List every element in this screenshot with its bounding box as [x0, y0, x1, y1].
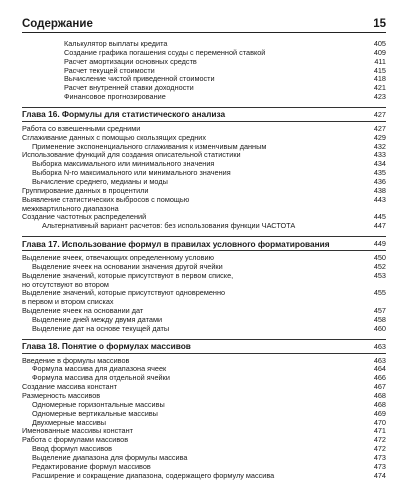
- toc-entry-title: Одномерные вертикальные массивы: [32, 408, 158, 418]
- toc-entry-title: Вычисление чистой приведенной стоимости: [64, 74, 215, 84]
- header-rule: [22, 32, 386, 33]
- toc-entry-page: 433: [373, 150, 386, 160]
- toc-entry-page: 405: [373, 39, 386, 48]
- toc-entry-title: Калькулятор выплаты кредита: [64, 39, 168, 48]
- toc-entry-page: 418: [373, 74, 386, 84]
- toc-entry-title: Расчет амортизации основных средств: [64, 56, 197, 66]
- toc-entry-title: Выделение значений, которые присутствуют одновременно в первом и втором списках: [22, 288, 226, 307]
- toc-entry-page: 466: [373, 373, 386, 383]
- toc-entry[interactable]: [22, 196, 386, 214]
- toc-entry-title: Выборка максимального или минимального значения: [32, 159, 215, 169]
- toc-entry-title: Альтернативный вариант расчетов: без использования функции ЧАСТОТА: [42, 221, 296, 231]
- table-of-contents: [22, 40, 386, 480]
- toc-entry-title: Работа с формулами массивов: [22, 435, 129, 445]
- chapter-heading[interactable]: [22, 107, 386, 122]
- toc-entry-title: Группирование данных в процентили: [22, 185, 149, 195]
- chapter-title: Глава 17. Использование формул в правилах условного форматирования: [22, 238, 330, 249]
- toc-entry-page: 432: [373, 141, 386, 151]
- chapter-page: 427: [373, 109, 386, 119]
- toc-entry-title: Выделение ячеек, отвечающих определенному условию: [22, 253, 215, 263]
- toc-entry[interactable]: [22, 93, 386, 102]
- toc-entry-page: 460: [373, 323, 386, 333]
- toc-entry-title: Выборка N-го максимального или минимального значения: [32, 168, 231, 178]
- toc-entry-title: Вычисление среднего, медианы и моды: [32, 176, 168, 186]
- toc-entry-page: 473: [373, 461, 386, 471]
- toc-entry-page: 438: [373, 185, 386, 195]
- toc-entry-page: 469: [373, 408, 386, 418]
- chapter-title: Глава 18. Понятие о формулах массивов: [22, 341, 191, 352]
- toc-entry-page: 467: [373, 382, 386, 392]
- chapter-heading[interactable]: [22, 236, 386, 251]
- toc-entry-page: 472: [373, 444, 386, 454]
- toc-entry-title: Размерность массивов: [22, 391, 101, 400]
- toc-entry-page: 455: [373, 288, 386, 298]
- toc-entry-title: Расширение и сокращение диапазона, содержащего формулу массива: [32, 470, 275, 480]
- toc-entry-title: Выделение ячеек на основании дат: [22, 306, 144, 316]
- toc-entry-page: 409: [373, 47, 386, 57]
- toc-entry-page: 453: [373, 270, 386, 280]
- toc-entry-title: Выделение диапазона для формулы массива: [32, 452, 188, 462]
- toc-entry-page: 472: [373, 435, 386, 445]
- toc-entry-page: 436: [373, 176, 386, 186]
- toc-entry-title: Создание частотных распределений: [22, 212, 147, 222]
- toc-entry-page: 463: [373, 355, 386, 365]
- toc-entry-page: 423: [373, 92, 386, 102]
- toc-entry-title: Выделение дат на основе текущей даты: [32, 323, 170, 333]
- toc-entry-page: 473: [373, 452, 386, 462]
- toc-entry-title: Применение экспоненциального сглаживания к изменчивым данным: [32, 141, 267, 151]
- toc-entry-title: Выделение ячеек на основании значения другой ячейки: [32, 261, 223, 271]
- chapter-title: Глава 16. Формулы для статистического анализа: [22, 109, 226, 120]
- toc-entry-page: 445: [373, 212, 386, 222]
- toc-entry-title: Редактирование формул массивов: [32, 461, 151, 471]
- toc-entry-page: 468: [373, 391, 386, 400]
- toc-entry-title: Формула массива для отдельной ячейки: [32, 373, 170, 383]
- toc-entry-page: 429: [373, 132, 386, 142]
- toc-entry-page: 464: [373, 364, 386, 374]
- toc-entry-page: 471: [373, 426, 386, 436]
- toc-entry-page: 435: [373, 168, 386, 178]
- toc-entry-title: Создание массива констант: [22, 382, 117, 392]
- toc-entry-page: 443: [373, 194, 386, 204]
- toc-entry[interactable]: [22, 325, 386, 334]
- toc-entry-title: Использование функций для создания описательной статистики: [22, 150, 241, 160]
- toc-entry-page: 421: [373, 83, 386, 93]
- toc-entry-title: Выделение значений, которые присутствуют в первом списке, но отсутствуют во втором: [22, 270, 234, 289]
- toc-entry-title: Финансовое прогнозирование: [64, 92, 166, 102]
- toc-entry[interactable]: [22, 272, 386, 290]
- toc-entry-title: Формула массива для диапазона ячеек: [32, 364, 167, 374]
- toc-entry-title: Работа со взвешенными средними: [22, 123, 141, 133]
- toc-entry-page: 468: [373, 399, 386, 409]
- toc-entry-title: Расчет текущей стоимости: [64, 65, 155, 75]
- toc-entry-page: 434: [373, 159, 386, 169]
- running-title: Содержание: [22, 18, 93, 30]
- page-header: [22, 16, 386, 30]
- toc-entry-title: Введение в формулы массивов: [22, 355, 130, 365]
- toc-entry-title: Выделение дней между двумя датами: [32, 314, 163, 324]
- toc-entry-title: Выявление статистических выбросов с помощью межквартильного диапазона: [22, 194, 190, 213]
- toc-entry-title: Расчет внутренней ставки доходности: [64, 83, 194, 93]
- toc-entry-title: Двухмерные массивы: [32, 417, 107, 427]
- toc-entry[interactable]: [22, 472, 386, 481]
- toc-entry-page: 452: [373, 261, 386, 271]
- toc-entry-page: 411: [374, 56, 386, 66]
- toc-entry-page: 447: [373, 221, 386, 231]
- toc-entry-page: 458: [373, 314, 386, 324]
- page-number: 15: [373, 18, 386, 30]
- chapter-page: 449: [373, 239, 386, 249]
- toc-entry-page: 415: [373, 65, 386, 75]
- toc-entry-title: Именованные массивы констант: [22, 426, 133, 436]
- toc-entry[interactable]: [22, 222, 386, 231]
- toc-entry-page: 474: [373, 470, 386, 480]
- toc-entry-title: Ввод формул массивов: [32, 444, 113, 454]
- chapter-heading[interactable]: [22, 339, 386, 354]
- toc-entry[interactable]: [22, 289, 386, 307]
- toc-entry-title: Создание графика погашения ссуды с переменной ставкой: [64, 47, 266, 57]
- toc-entry-page: 450: [373, 253, 386, 263]
- toc-entry-page: 470: [373, 417, 386, 427]
- chapter-page: 463: [373, 341, 386, 351]
- toc-entry-page: 427: [373, 123, 386, 133]
- toc-entry-page: 457: [373, 306, 386, 316]
- toc-entry-title: Одномерные горизонтальные массивы: [32, 399, 165, 409]
- toc-entry-title: Сглаживание данных с помощью скользящих средних: [22, 132, 206, 142]
